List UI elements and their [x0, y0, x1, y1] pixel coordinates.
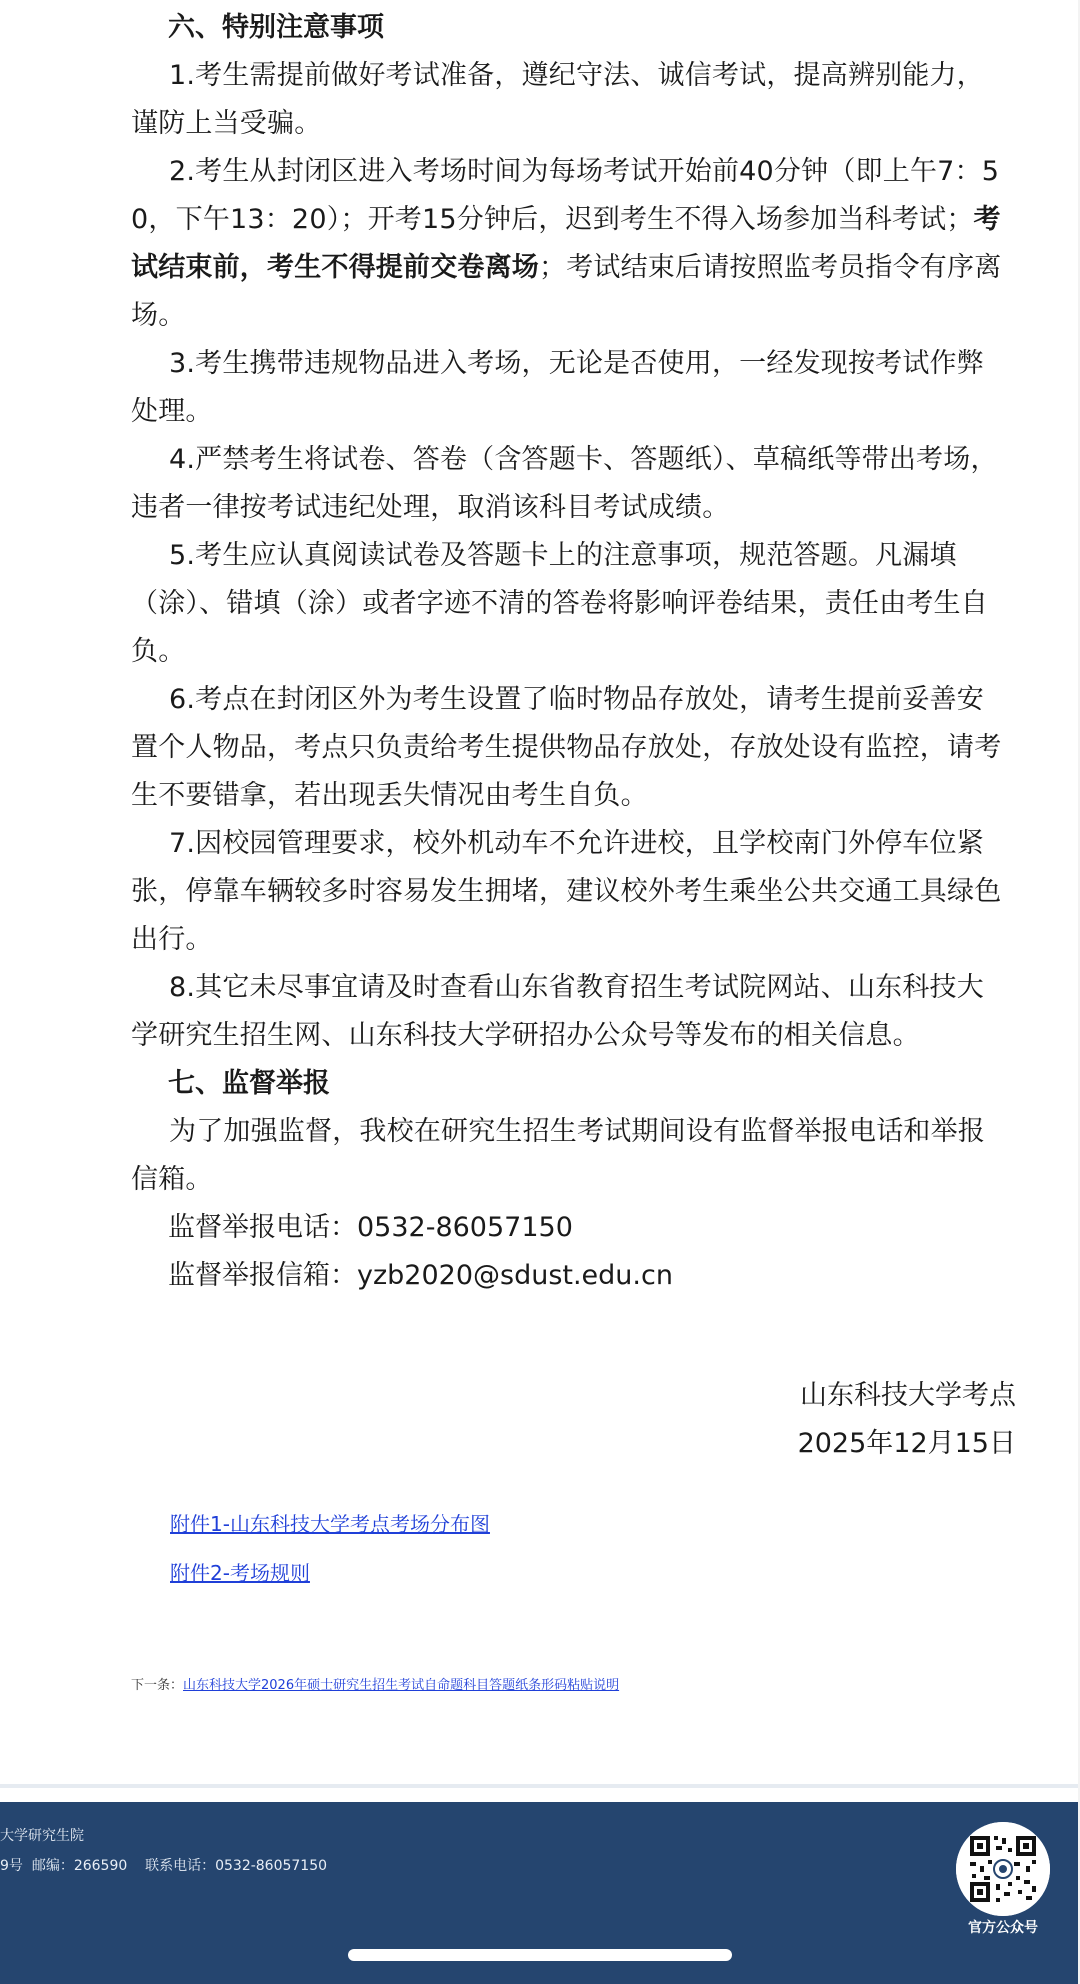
notice-item-2-bold: 考试结束前，考生不得提前交卷离场 [131, 204, 1001, 283]
footer-phone: 0532-86057150 [215, 1858, 328, 1874]
notice-item-5: 5.考生应认真阅读试卷及答题卡上的注意事项，规范答题。凡漏填（涂）、错填（涂）或者字迹不清的答卷将影响评卷结果，责任由考生自负。 [131, 540, 988, 667]
notice-item-8: 8.其它未尽事宜请及时查看山东省教育招生考试院网站、山东科技大学研究生招生网、山东科技大学研招办公众号等发布的相关信息。 [131, 972, 984, 1051]
footer-org: 大学研究生院 [0, 1828, 84, 1844]
home-indicator[interactable] [348, 1949, 732, 1961]
report-phone-label: 监督举报电话： [168, 1212, 357, 1243]
qr-code-label: 官方公众号 [968, 1920, 1038, 1936]
footer-phone-label: 联系电话： [145, 1858, 216, 1874]
section-6-heading: 六、特别注意事项 [168, 12, 384, 43]
notice-item-2-text: 2.考生从封闭区进入考场时间为每场考试开始前40分钟（即上午7：50，下午13：20）；开考15分钟后，迟到考生不得入场参加当科考试； [131, 156, 1000, 235]
report-email-address[interactable]: yzb2020@sdust.edu.cn [357, 1260, 673, 1291]
notice-item-3: 3.考生携带违规物品进入考场，无论是否使用，一经发现按考试作弊处理。 [131, 348, 984, 427]
supervision-intro: 为了加强监督，我校在研究生招生考试期间设有监督举报电话和举报信箱。 [131, 1116, 985, 1195]
section-7-heading: 七、监督举报 [168, 1068, 330, 1099]
next-article-prefix: 下一条： [131, 1678, 184, 1693]
signature-date: 2025年12月15日 [797, 1428, 1016, 1459]
footer-divider [0, 1784, 1080, 1788]
notice-item-2-text-after: ；考试结束后请按照监考员指令有序离场。 [131, 252, 1002, 331]
footer-postcode: 266590 [73, 1858, 128, 1874]
signature-org: 山东科技大学考点 [800, 1380, 1016, 1411]
next-article [131, 1676, 619, 1696]
report-email-label: 监督举报信箱： [168, 1260, 357, 1291]
footer-address: 9号 [0, 1858, 23, 1874]
attachment-link-1[interactable]: 附件1-山东科技大学考点考场分布图 [170, 1512, 490, 1536]
footer-contact-line [0, 1856, 327, 1876]
attachment-link-2[interactable]: 附件2-考场规则 [170, 1561, 310, 1585]
notice-item-1: 1.考生需提前做好考试准备，遵纪守法、诚信考试，提高辨别能力，谨防上当受骗。 [131, 60, 984, 139]
report-phone-line [168, 1204, 573, 1252]
qr-code-icon[interactable] [956, 1822, 1050, 1916]
notice-item-2 [131, 148, 1011, 340]
notice-item-4: 4.严禁考生将试卷、答卷（含答题卡、答题纸）、草稿纸等带出考场，违者一律按考试违纪处理，取消该科目考试成绩。 [131, 444, 998, 523]
notice-item-7: 7.因校园管理要求，校外机动车不允许进校，且学校南门外停车位紧张，停靠车辆较多时容易发生拥堵，建议校外考生乘坐公共交通工具绿色出行。 [131, 828, 1002, 955]
report-email-line [168, 1252, 673, 1300]
qr-code-graphic [956, 1822, 1050, 1916]
notice-item-6: 6.考点在封闭区外为考生设置了临时物品存放处，请考生提前妥善安置个人物品，考点只负责给考生提供物品存放处，存放处设有监控，请考生不要错拿，若出现丢失情况由考生自负。 [131, 684, 1002, 811]
report-phone-number[interactable]: 0532-86057150 [357, 1212, 573, 1243]
footer-postcode-label: 邮编： [31, 1858, 74, 1874]
next-article-link[interactable]: 山东科技大学2026年硕士研究生招生考试自命题科目答题纸条形码粘贴说明 [183, 1678, 620, 1693]
